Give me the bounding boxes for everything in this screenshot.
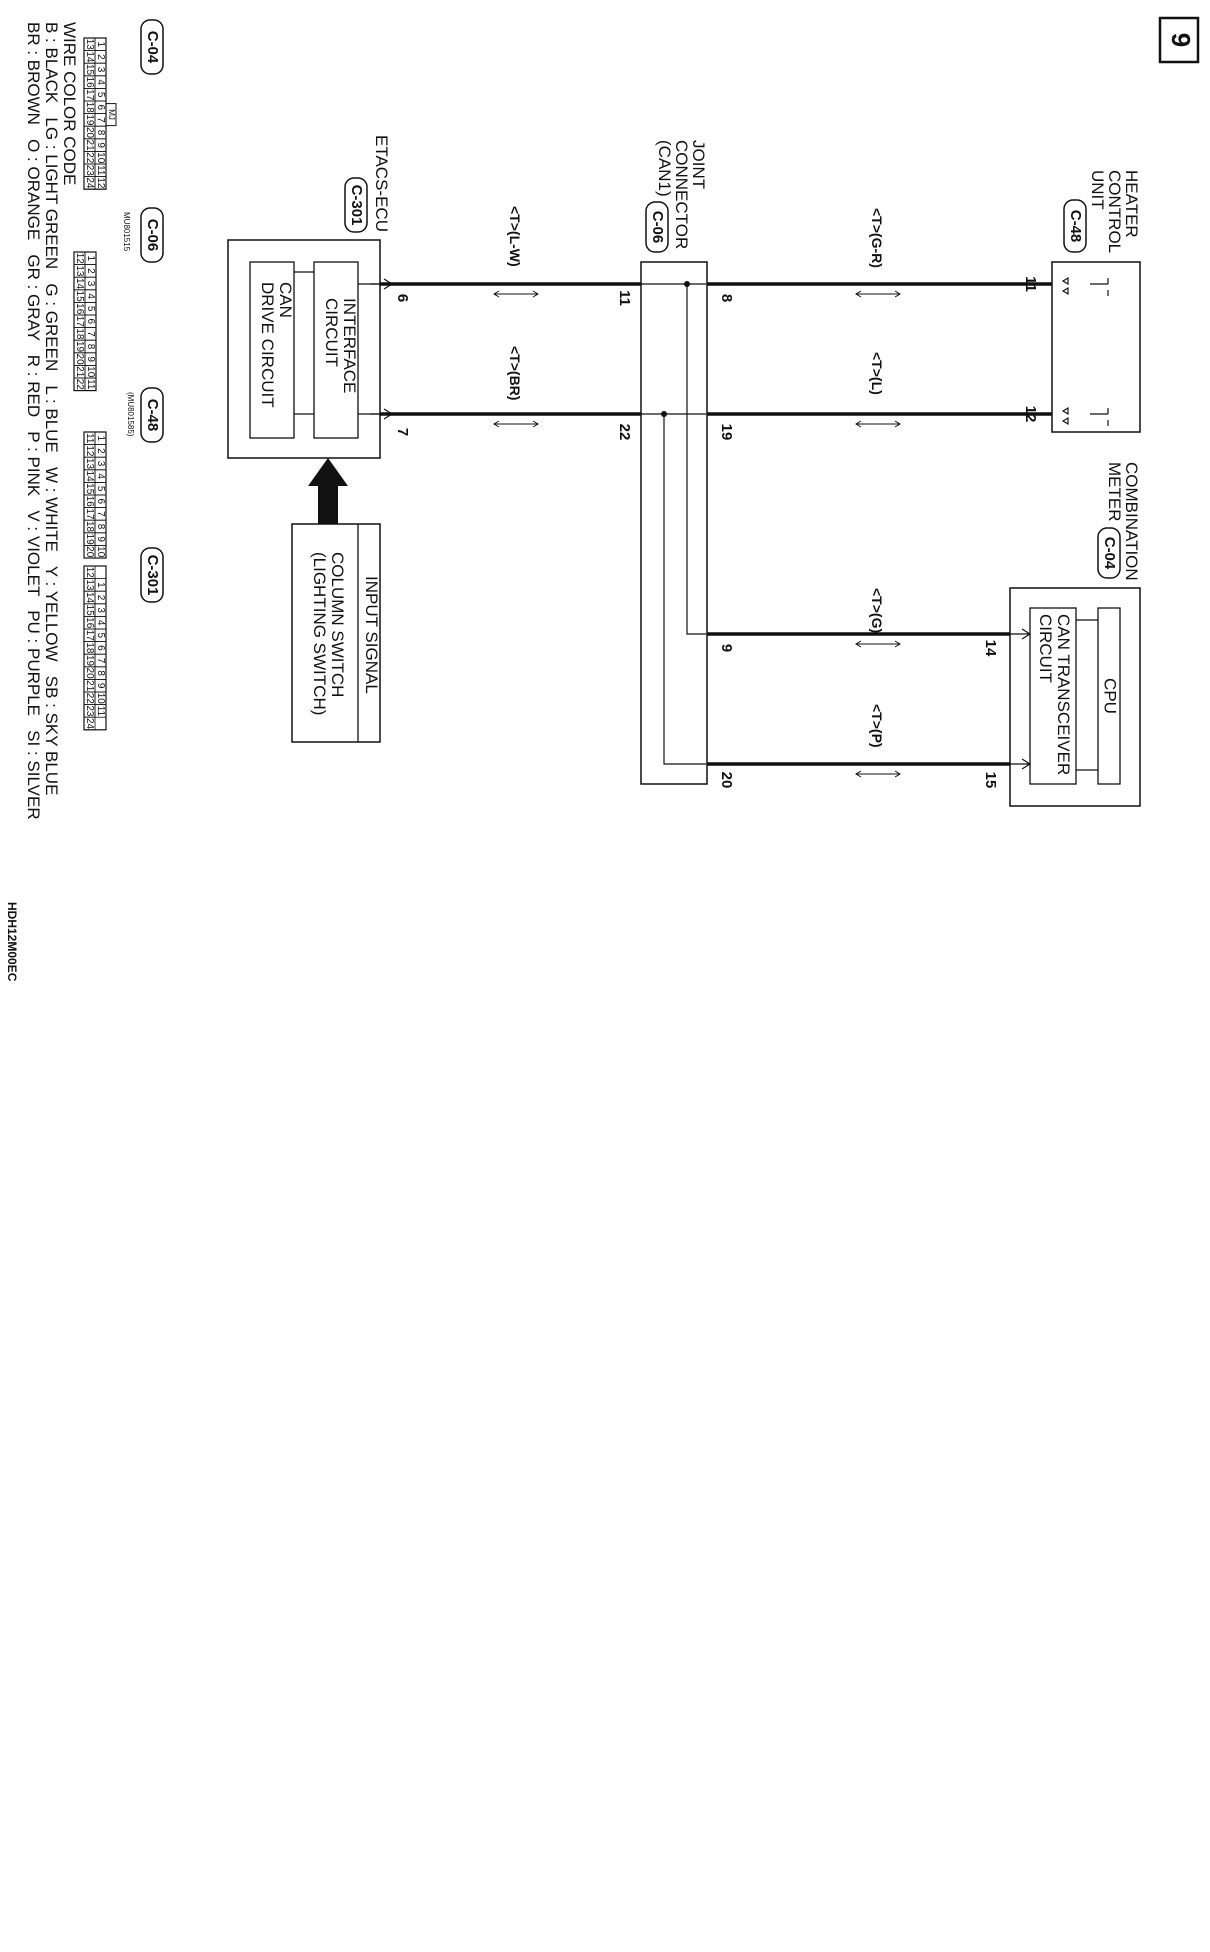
wire-color-line-2: BR : BROWN O : ORANGE GR : GRAY R : RED P : PINK V : VIOLET PU : PURPLE SI : SILVER bbox=[24, 22, 43, 820]
connector-view-pin: 14 bbox=[83, 470, 95, 482]
input-signal-arrow-icon bbox=[308, 458, 348, 524]
connector-view-label: C-06 bbox=[144, 218, 162, 252]
connector-view-pin: 19 bbox=[83, 533, 95, 545]
connector-view-pin: 11 bbox=[84, 379, 96, 390]
connector-view-pin: 6 bbox=[84, 318, 96, 325]
connector-view-pin: 21 bbox=[83, 139, 95, 151]
connector-view-pin: 15 bbox=[83, 483, 95, 495]
interface-circuit-label-2: CIRCUIT bbox=[322, 298, 341, 367]
joint-connector-label: C-06 bbox=[649, 210, 667, 244]
joint-pin-9: 9 bbox=[718, 643, 735, 653]
joint-pin-19: 19 bbox=[718, 423, 735, 441]
connector-view-pin: 8 bbox=[94, 129, 106, 136]
wire-label-l-w: <T>(L-W) bbox=[507, 206, 523, 267]
connector-view-pin: 3 bbox=[84, 280, 96, 287]
connector-view-label: C-48 bbox=[144, 398, 162, 432]
connector-view-pin: 20 bbox=[83, 546, 95, 558]
connector-view-pin: 8 bbox=[94, 523, 106, 530]
connector-view-part: MU801515 bbox=[122, 212, 131, 252]
meter-input-arrow-icon bbox=[1010, 629, 1030, 769]
connector-view-pin: 16 bbox=[83, 76, 95, 88]
connector-view-pin: 21 bbox=[73, 366, 85, 378]
connector-view-pin: 18 bbox=[83, 642, 95, 654]
connector-view-pin: 17 bbox=[83, 508, 95, 520]
connector-view-pin: 22 bbox=[83, 152, 95, 164]
double-arrow-icon bbox=[856, 291, 900, 297]
connector-view-pin: 13 bbox=[83, 38, 95, 50]
connector-view-pin: 4 bbox=[94, 619, 106, 626]
connector-view-pin: 16 bbox=[83, 617, 95, 629]
connector-view-pin: 18 bbox=[73, 328, 85, 340]
connector-view-pin: 3 bbox=[94, 460, 106, 467]
wire-label-g: <T>(G) bbox=[869, 588, 885, 634]
connector-view-pin: 1 bbox=[94, 435, 106, 442]
connector-view-pin: 22 bbox=[73, 378, 85, 390]
connector-view-pin: 14 bbox=[73, 277, 85, 290]
connector-view-pin: 20 bbox=[73, 353, 85, 365]
connector-view-pin: 4 bbox=[94, 473, 106, 479]
meter-connector-label: C-04 bbox=[1101, 536, 1119, 570]
connector-view-pin: 6 bbox=[94, 104, 106, 111]
connector-view-pin: 5 bbox=[94, 485, 106, 492]
connector-view-pin: 5 bbox=[84, 305, 96, 312]
connector-view-pin: 6 bbox=[94, 498, 106, 505]
etacs-pin-7: 7 bbox=[394, 427, 411, 437]
joint-bus-stub bbox=[641, 284, 687, 414]
wire-color-line-1: B : BLACK LG : LIGHT GREEN G : GREEN L : BLUE W : WHITE Y : YELLOW SB : SKY BLUE bbox=[42, 22, 61, 796]
meter-name-2: METER bbox=[1105, 462, 1124, 522]
double-arrow-icon bbox=[856, 421, 900, 427]
connector-views bbox=[74, 20, 163, 730]
interface-circuit-label-1: INTERFACE bbox=[340, 298, 359, 394]
connector-view-pin: 10 bbox=[84, 366, 96, 378]
connector-view-pin: 9 bbox=[84, 356, 96, 362]
connector-view-pin: 1 bbox=[84, 255, 96, 262]
diagram-code: HDH12M00EC bbox=[5, 902, 19, 982]
heater-terminal-icon bbox=[1063, 408, 1108, 426]
connector-view-pin: 20 bbox=[83, 667, 95, 679]
connector-view-pin: 16 bbox=[73, 303, 85, 315]
cpu-label: CPU bbox=[1100, 678, 1120, 714]
joint-connector-name-1: JOINT bbox=[689, 140, 708, 190]
connector-view-pin: 5 bbox=[94, 632, 106, 639]
etacs-input-arrow-icon bbox=[370, 279, 392, 419]
heater-pin-11: 11 bbox=[1022, 276, 1039, 292]
connector-view-pin: 2 bbox=[94, 448, 106, 454]
page-number: 9 bbox=[1166, 32, 1197, 48]
wire-label-l: <T>(L) bbox=[869, 352, 885, 395]
etacs-ecu-name: ETACS-ECU bbox=[372, 135, 391, 232]
connector-view-pin: 17 bbox=[73, 315, 85, 327]
double-arrow-icon bbox=[856, 641, 900, 647]
connector-view-pin: 7 bbox=[94, 117, 106, 123]
etacs-connector-label: C-301 bbox=[348, 184, 366, 226]
connector-view-pin: 2 bbox=[84, 268, 96, 274]
connector-view-pin: 20 bbox=[83, 126, 95, 139]
meter-name-1: COMBINATION bbox=[1122, 462, 1141, 581]
joint-connector-box bbox=[641, 262, 707, 784]
connector-view-pin: 13 bbox=[83, 579, 95, 591]
connector-view-part: (MU801585) bbox=[126, 392, 135, 437]
connector-view-pin: 1 bbox=[94, 582, 106, 588]
connector-view-pin: 7 bbox=[94, 657, 106, 664]
can-drive-circuit-label-1: CAN bbox=[276, 282, 295, 318]
connector-view-key-label: MJ bbox=[106, 109, 116, 120]
connector-view-pin: 11 bbox=[94, 165, 106, 176]
connector-view-pin: 18 bbox=[83, 520, 95, 533]
connector-view-pin: 15 bbox=[83, 63, 95, 76]
double-arrow-icon bbox=[856, 771, 900, 777]
connector-view-pin: 17 bbox=[83, 89, 95, 101]
connector-view-pin: 12 bbox=[83, 445, 95, 457]
wire-group bbox=[380, 284, 1052, 764]
connector-view-pin: 23 bbox=[83, 705, 95, 717]
connector-view-pin: 19 bbox=[83, 654, 95, 667]
connector-view-pin: 17 bbox=[83, 629, 95, 641]
connector-view-pin: 13 bbox=[83, 457, 95, 470]
connector-view-pin: 19 bbox=[83, 114, 95, 126]
heater-control-unit-box bbox=[1052, 262, 1140, 432]
connector-view-pin: 11 bbox=[83, 433, 95, 444]
can-transceiver-label-2: CIRCUIT bbox=[1036, 614, 1055, 683]
wire-label-br: <T>(BR) bbox=[507, 346, 523, 401]
connector-view-label: C-04 bbox=[144, 30, 162, 64]
connector-view-pin: 24 bbox=[83, 177, 95, 189]
connector-view-pin: 6 bbox=[94, 645, 106, 651]
wire-arrow-group bbox=[494, 291, 900, 777]
connector-view-pin: 12 bbox=[73, 252, 85, 264]
heater-connector-label: C-48 bbox=[1067, 209, 1085, 243]
connector-view-pin: 9 bbox=[94, 142, 106, 148]
connector-view-pin: 2 bbox=[94, 54, 106, 60]
double-arrow-icon bbox=[494, 421, 538, 427]
can-drive-circuit-label-2: DRIVE CIRCUIT bbox=[258, 282, 277, 408]
connector-view-pin: 3 bbox=[94, 607, 106, 613]
heater-unit-name-1: HEATER bbox=[1122, 170, 1141, 238]
joint-pin-8: 8 bbox=[718, 293, 735, 303]
heater-terminal-icon bbox=[1063, 278, 1108, 296]
input-signal-line-1: COLUMN SWITCH bbox=[328, 552, 347, 698]
joint-pin-20: 20 bbox=[718, 771, 735, 789]
connector-view-pin: 18 bbox=[83, 101, 95, 113]
connector-view-pin: 7 bbox=[84, 331, 96, 337]
etacs-pin-6: 6 bbox=[394, 293, 411, 303]
joint-pin-22: 22 bbox=[616, 423, 633, 441]
connector-view-pin: 16 bbox=[83, 495, 95, 507]
meter-pin-14: 14 bbox=[982, 639, 999, 657]
connector-view-pin: 10 bbox=[94, 546, 106, 558]
input-signal-line-2: (LIGHTING SWITCH) bbox=[310, 552, 329, 716]
connector-view-pin: 15 bbox=[73, 290, 85, 302]
connector-view-pin: 14 bbox=[83, 51, 95, 63]
connector-view-pin: 14 bbox=[83, 591, 95, 604]
double-arrow-icon bbox=[494, 291, 538, 297]
connector-view-pin: 13 bbox=[73, 265, 85, 277]
joint-bus-high bbox=[687, 284, 706, 634]
connector-view-pin: 2 bbox=[94, 594, 106, 601]
heater-unit-name-3: UNIT bbox=[1088, 170, 1107, 210]
connector-view-pin: 23 bbox=[83, 164, 95, 176]
connector-view-pin: 8 bbox=[84, 343, 96, 350]
joint-connector-name-3: (CAN1) bbox=[655, 140, 674, 197]
connector-view-pin: 8 bbox=[94, 670, 106, 676]
connector-view-pin: 12 bbox=[94, 177, 106, 189]
connector-view-pin: 9 bbox=[94, 682, 106, 689]
connector-view-pin: 10 bbox=[94, 152, 106, 164]
heater-pin-12: 12 bbox=[1022, 405, 1039, 423]
connector-view-pin: 22 bbox=[83, 692, 95, 704]
meter-internal-link bbox=[1076, 620, 1098, 770]
connector-view-pin: 24 bbox=[83, 717, 95, 730]
input-signal-title: INPUT SIGNAL bbox=[362, 576, 381, 694]
connector-view-pin: 4 bbox=[84, 293, 96, 299]
connector-view-pin: 21 bbox=[83, 680, 95, 692]
meter-pin-15: 15 bbox=[982, 771, 999, 789]
wire-color-title: WIRE COLOR CODE bbox=[60, 22, 79, 186]
joint-bus-low bbox=[664, 414, 706, 764]
connector-view-pin: 10 bbox=[94, 692, 106, 704]
connector-view-pin: 5 bbox=[94, 91, 106, 98]
wire-label-p: <T>(P) bbox=[869, 704, 885, 748]
heater-unit-name-2: CONTROL bbox=[1105, 170, 1124, 254]
connector-view-pin: 12 bbox=[83, 566, 95, 578]
connector-view-pin: 1 bbox=[94, 41, 106, 48]
joint-pin-11: 11 bbox=[616, 290, 633, 306]
connector-view-pin: 3 bbox=[94, 66, 106, 73]
connector-view-pin: 4 bbox=[94, 79, 106, 85]
connector-view-pin: 15 bbox=[83, 604, 95, 616]
connector-view-pin: 11 bbox=[94, 705, 106, 717]
connector-view-pin: 9 bbox=[94, 536, 106, 542]
connector-view-label: C-301 bbox=[144, 554, 162, 596]
joint-connector-name-2: CONNECTOR bbox=[672, 140, 691, 250]
can-transceiver-label-1: CAN TRANSCEIVER bbox=[1054, 614, 1073, 776]
connector-view-pin: 7 bbox=[94, 511, 106, 517]
wire-label-g-r: <T>(G-R) bbox=[869, 208, 885, 268]
connector-view-pin: 19 bbox=[73, 340, 85, 353]
